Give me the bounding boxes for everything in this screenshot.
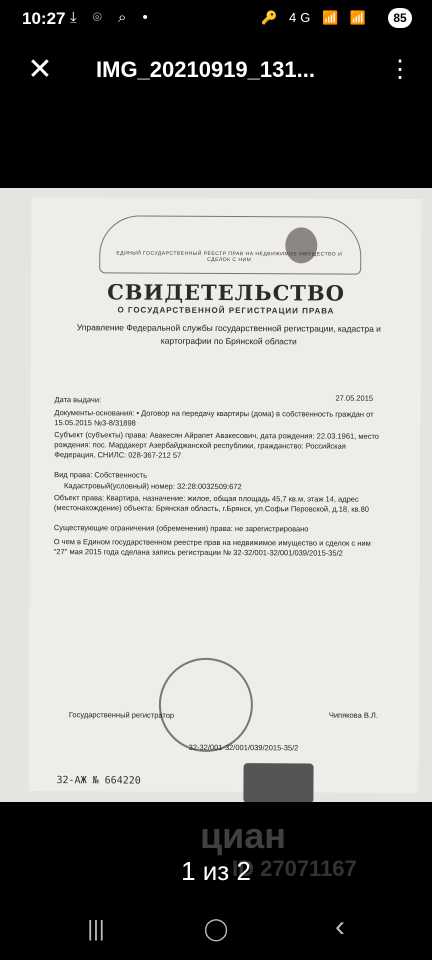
document-photo[interactable]	[0, 188, 432, 802]
banner-text: ЕДИНЫЙ ГОСУДАРСТВЕННЫЙ РЕЕСТР ПРАВ НА НЕДВИЖИМОЕ ИМУЩЕСТВО И СДЕЛОК С НИМ	[116, 250, 343, 264]
notification-icons: ⤓ ⌾ ⌕ •	[70, 9, 154, 26]
navigation-bar	[0, 904, 432, 960]
registrar-name: Чипякова В.Л.	[328, 710, 378, 720]
date-label: Дата выдачи:	[54, 395, 102, 405]
certificate	[28, 197, 421, 793]
signal-icons: 🔑 4G 📶 📶	[261, 10, 370, 25]
status-bar	[0, 0, 432, 38]
more-options-icon[interactable]: ⋮	[388, 56, 412, 83]
watermark-brand: циан	[200, 815, 287, 856]
watermark-id: ID 27071167	[232, 856, 357, 881]
cadastral-number: Кадастровый(условный) номер: 32:28:0032509:672	[64, 481, 242, 492]
docs-basis: Документы-основания: • Договор на передачу квартиры (дома) в собственность граждан от 15.05.2015 №3-8/31898	[54, 408, 374, 428]
recents-icon[interactable]: |||	[87, 916, 105, 941]
emblem-banner	[99, 215, 361, 274]
official-seal	[159, 658, 253, 752]
back-icon[interactable]: ‹	[335, 910, 345, 943]
file-title: IMG_20210919_131...	[96, 57, 315, 82]
battery-icon: 85	[388, 8, 412, 28]
certificate-title: СВИДЕТЕЛЬСТВО	[107, 279, 346, 306]
hologram-icon	[243, 763, 313, 802]
restrictions: Существующие ограничения (обременения) права: не зарегистрировано	[53, 523, 309, 534]
subject: Субъект (субъекты) права: Авакесян Айрапет Авакесович, дата рождения: 22.03.1961, место рождения: пос. Мардакерт Азербайджанской республики, гражданство: Российская Федерация, СНИЛС: 028-367-212 57	[54, 430, 380, 460]
certificate-subtitle: О ГОСУДАРСТВЕННОЙ РЕГИСТРАЦИИ ПРАВА	[117, 305, 335, 316]
close-icon[interactable]: ✕	[27, 53, 53, 86]
registration-stamp: 32-32/001-32/001/039/2015-35/2	[188, 742, 299, 753]
home-icon[interactable]: ◯	[203, 916, 229, 941]
form-number: 32-АЖ № 664220	[56, 775, 141, 787]
object: Объект права: Квартира, назначение: жилое, общая площадь 45,7 кв.м, этаж 14, адрес (местонахождение) объекта: Брянская область, г.Брянск, ул.Софьи Перовской, д.18, кв.80	[53, 493, 369, 514]
status-time: 10:27	[22, 9, 66, 28]
app-bar	[0, 40, 432, 102]
issuing-organization: Управление Федеральной службы государственной регистрации, кадастра и картографии по Брянской области	[76, 322, 381, 347]
right-type: Вид права: Собственность	[54, 470, 148, 480]
registry-record: О чем в Едином государственном реестре прав на недвижимое имущество и сделок с ним "27" мая 2015 года сделана запись регистрации № 32-32/001-32/001/039/2015-35/2	[53, 537, 371, 558]
registrar-label: Государственный регистратор	[68, 710, 175, 720]
date-value: 27.05.2015	[335, 393, 374, 403]
image-counter: 1 из 2	[181, 856, 251, 886]
